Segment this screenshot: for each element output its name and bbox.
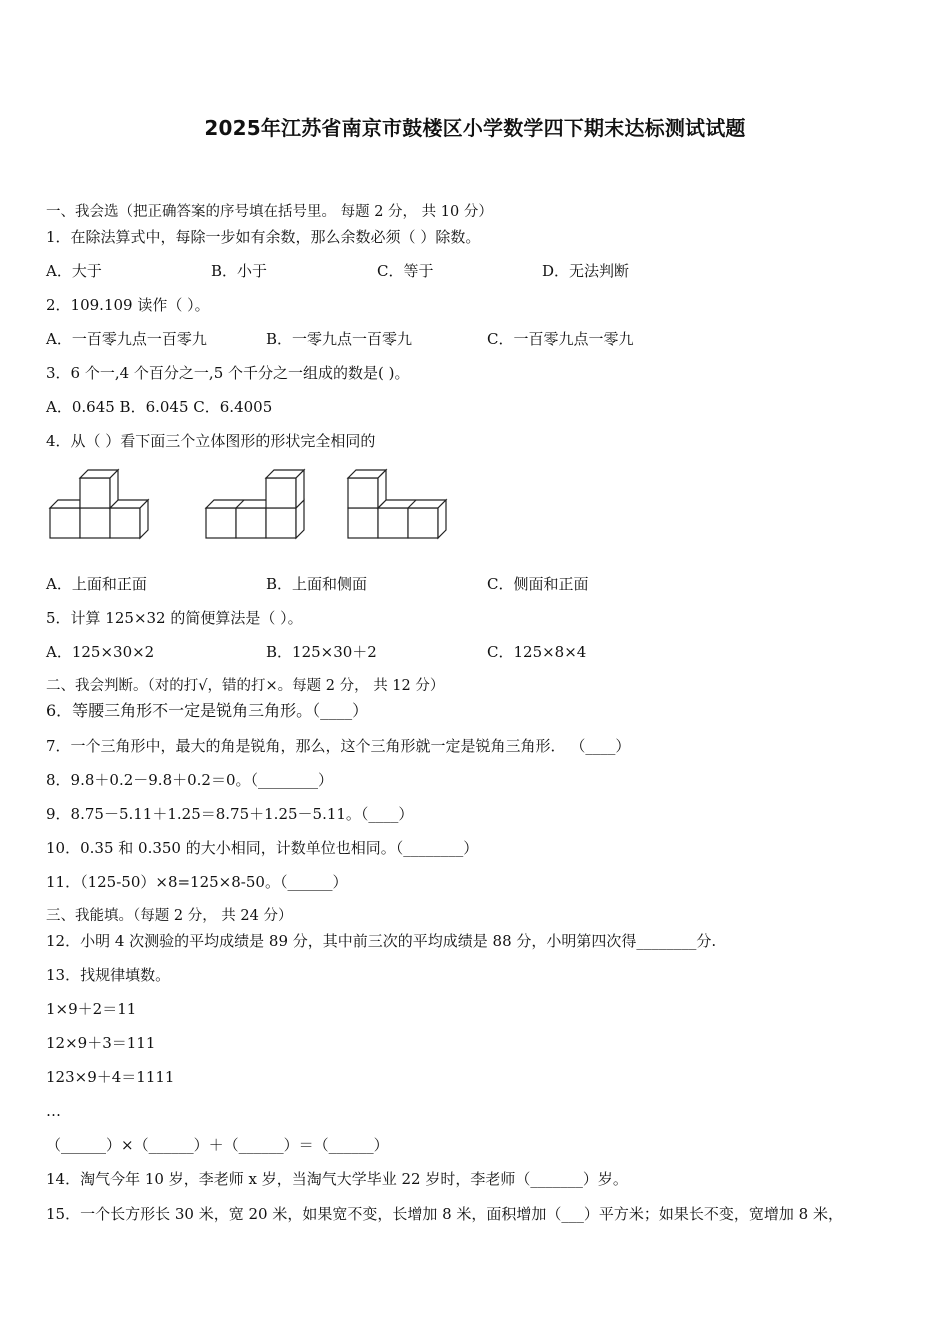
cube-figures (46, 462, 466, 548)
q2-option-b: B．一零九点一百零九 (266, 330, 413, 348)
q1-option-c: C．等于 (377, 262, 434, 280)
question-15: 15．一个长方形长 30 米，宽 20 米，如果宽不变，长增加 8 米，面积增加（___）平方米；如果长不变，宽增加 8 米， (46, 1205, 843, 1223)
question-12: 12．小明 4 次测验的平均成绩是 89 分，其中前三次的平均成绩是 88 分，小明第四次得________分. (46, 932, 717, 950)
question-11: 11．（125-50）×8=125×8-50。（______） (46, 873, 348, 891)
pattern-line-1: 1×9＋2＝11 (46, 1000, 137, 1018)
cube-figure-3 (344, 462, 454, 548)
question-14: 14．淘气今年 10 岁，李老师 x 岁，当淘气大学毕业 22 岁时，李老师（_______）岁。 (46, 1170, 628, 1188)
q4-option-c: C．侧面和正面 (487, 575, 589, 593)
question-9: 9．8.75－5.11＋1.25＝8.75＋1.25－5.11。（____） (46, 805, 414, 823)
question-2: 2．109.109 读作（ ）。 (46, 296, 210, 314)
question-7: 7．一个三角形中，最大的角是锐角，那么，这个三角形就一定是锐角三角形． （____） (46, 737, 631, 755)
pattern-answer-line: （______）×（______）＋（______）＝（______） (46, 1136, 389, 1154)
section-heading-choice: 一、我会选（把正确答案的序号填在括号里。 每题 2 分， 共 10 分） (46, 204, 493, 220)
section-heading-judge: 二、我会判断。（对的打√，错的打×。每题 2 分， 共 12 分） (46, 678, 445, 694)
question-13: 13．找规律填数。 (46, 966, 171, 984)
q1-option-a: A．大于 (46, 262, 102, 280)
q5-option-a: A．125×30×2 (46, 643, 155, 661)
q2-option-a: A．一百零九点一百零九 (46, 330, 207, 348)
pattern-line-3: 123×9＋4＝1111 (46, 1068, 175, 1086)
q1-option-d: D．无法判断 (542, 262, 630, 280)
question-5: 5．计算 125×32 的简便算法是（ ）。 (46, 609, 303, 627)
q5-option-c: C．125×8×4 (487, 643, 587, 661)
q2-option-c: C．一百零九点一零九 (487, 330, 634, 348)
question-10: 10．0.35 和 0.350 的大小相同，计数单位也相同。（________） (46, 839, 479, 857)
cube-figure-1 (46, 462, 156, 548)
question-1: 1．在除法算式中，每除一步如有余数，那么余数必须（ ）除数。 (46, 228, 481, 246)
question-6: 6．等腰三角形不一定是锐角三角形。（____） (46, 701, 369, 720)
q1-option-b: B．小于 (211, 262, 268, 280)
section-heading-fill: 三、我能填。（每题 2 分， 共 24 分） (46, 908, 293, 924)
question-4: 4．从（ ）看下面三个立体图形的形状完全相同的 (46, 432, 376, 450)
q4-option-a: A．上面和正面 (46, 575, 147, 593)
pattern-line-2: 12×9＋3＝111 (46, 1034, 156, 1052)
q4-option-b: B．上面和侧面 (266, 575, 368, 593)
q5-option-b: B．125×30＋2 (266, 643, 377, 661)
pattern-ellipsis: … (46, 1102, 61, 1120)
question-8: 8．9.8＋0.2－9.8＋0.2＝0。（________） (46, 771, 334, 789)
q3-options: A．0.645 B．6.045 C．6.4005 (46, 398, 273, 416)
question-3: 3．6 个一,4 个百分之一,5 个千分之一组成的数是( )。 (46, 364, 410, 382)
page-title: 2025年江苏省南京市鼓楼区小学数学四下期末达标测试试题 (204, 116, 746, 140)
cube-figure-2 (202, 462, 312, 548)
